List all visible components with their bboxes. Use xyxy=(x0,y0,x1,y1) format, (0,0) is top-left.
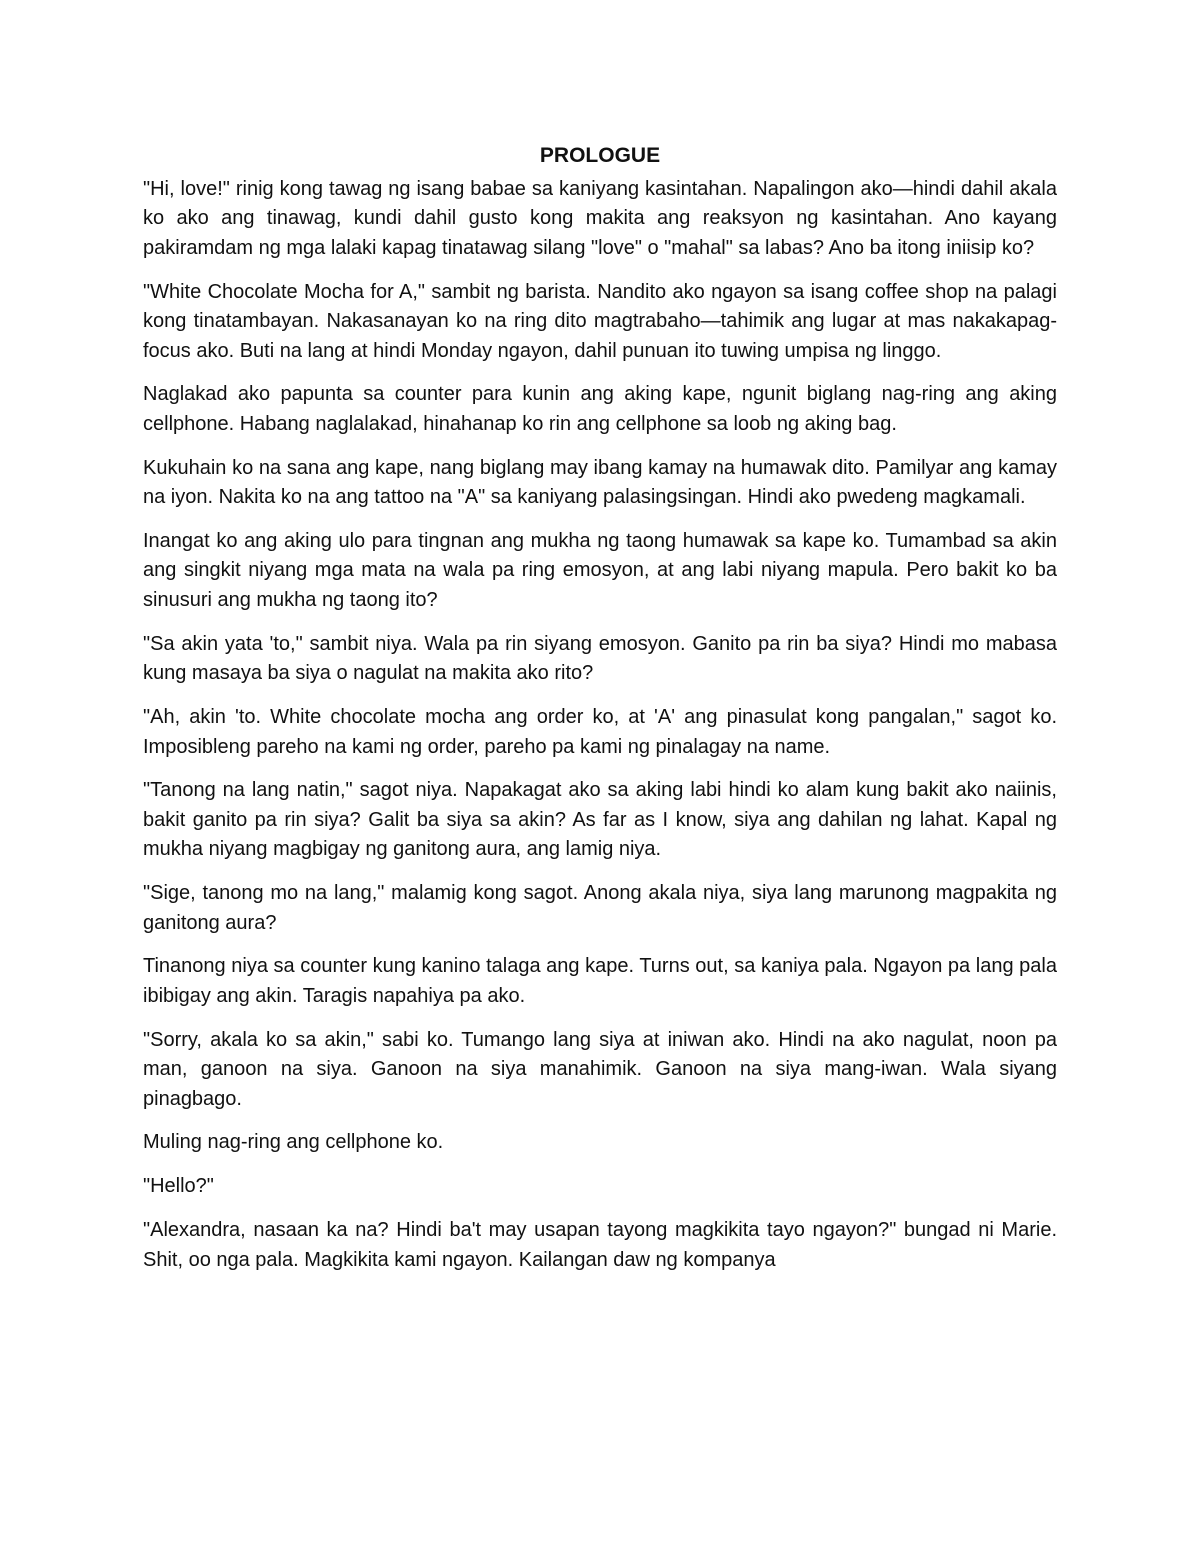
paragraph-2: "White Chocolate Mocha for A," sambit ng barista. Nandito ako ngayon sa isang coffee shop na palagi kong tinatambayan. Nakasanayan ko na ring dito magtrabaho—tahimik ang lugar at mas nakakapag-focus ako. Buti na lang at hindi Monday ngayon, dahil punuan ito tuwing umpisa ng linggo. xyxy=(143,280,1057,362)
paragraph-14: "Alexandra, nasaan ka na? Hindi ba't may usapan tayong magkikita tayo ngayon?" bungad ni Marie. Shit, oo nga pala. Magkikita kami ngayon. Kailangan daw ng kompanya xyxy=(143,1219,1057,1271)
paragraph-4: Kukuhain ko na sana ang kape, nang biglang may ibang kamay na humawak dito. Pamilyar ang kamay na iyon. Nakita ko na ang tattoo na "A" sa kaniyang palasingsingan. Hindi ako pwedeng magkamali. xyxy=(143,456,1057,509)
paragraph-3: Naglakad ako papunta sa counter para kunin ang aking kape, ngunit biglang nag-ring ang aking cellphone. Habang naglalakad, hinahanap ko rin ang cellphone sa loob ng aking bag. xyxy=(143,383,1057,435)
document-body xyxy=(143,141,1057,1275)
paragraph-1: "Hi, love!" rinig kong tawag ng isang babae sa kaniyang kasintahan. Napalingon ako—hindi dahil akala ko ako ang tinawag, kundi dahil gusto kong makita ang reaksyon ng kasintahan. Ano kayang pakiramdam ng mga lalaki kapag tinatawag silang "love" o "mahal" sa labas? Ano ba itong iniisip ko? xyxy=(143,178,1057,259)
paragraph-11: "Sorry, akala ko sa akin," sabi ko. Tumango lang siya at iniwan ako. Hindi na ako nagulat, noon pa man, ganoon na siya. Ganoon na siya manahimik. Ganoon na siya mang-iwan. Wala siyang pinagbago. xyxy=(143,1028,1057,1110)
paragraph-9: "Sige, tanong mo na lang," malamig kong sagot. Anong akala niya, siya lang marunong magpakita ng ganitong aura? xyxy=(143,882,1057,934)
paragraph-7: "Ah, akin 'to. White chocolate mocha ang order ko, at 'A' ang pinasulat kong pangalan," sagot ko. Imposibleng pareho na kami ng order, pareho pa kami ng pinalagay na name. xyxy=(143,706,1057,758)
paragraph-10: Tinanong niya sa counter kung kanino talaga ang kape. Turns out, sa kaniya pala. Ngayon pa lang pala ibibigay ang akin. Taragis napahiya pa ako. xyxy=(143,955,1057,1007)
chapter-title: PROLOGUE xyxy=(539,144,661,167)
paragraph-5: Inangat ko ang aking ulo para tingnan ang mukha ng taong humawak sa kape ko. Tumambad sa akin ang singkit niyang mga mata na wala pa ring emosyon, at ang labi niyang mapula. Pero bakit ko ba sinusuri ang mukha ng taong ito? xyxy=(143,530,1057,611)
paragraph-6: "Sa akin yata 'to," sambit niya. Wala pa rin siyang emosyon. Ganito pa rin ba siya? Hindi mo mabasa kung masaya ba siya o nagulat na makita ako rito? xyxy=(143,632,1057,685)
paragraph-13: "Hello?" xyxy=(143,1175,214,1198)
paragraph-12: Muling nag-ring ang cellphone ko. xyxy=(143,1131,444,1154)
paragraph-8: "Tanong na lang natin," sagot niya. Napakagat ako sa aking labi hindi ko alam kung bakit ako naiinis, bakit ganito pa rin siya? Galit ba siya sa akin? As far as I know, siya ang dahilan ng lahat. Kapal ng mukha niyang magbigay ng ganitong aura, ang lamig niya. xyxy=(143,779,1057,861)
